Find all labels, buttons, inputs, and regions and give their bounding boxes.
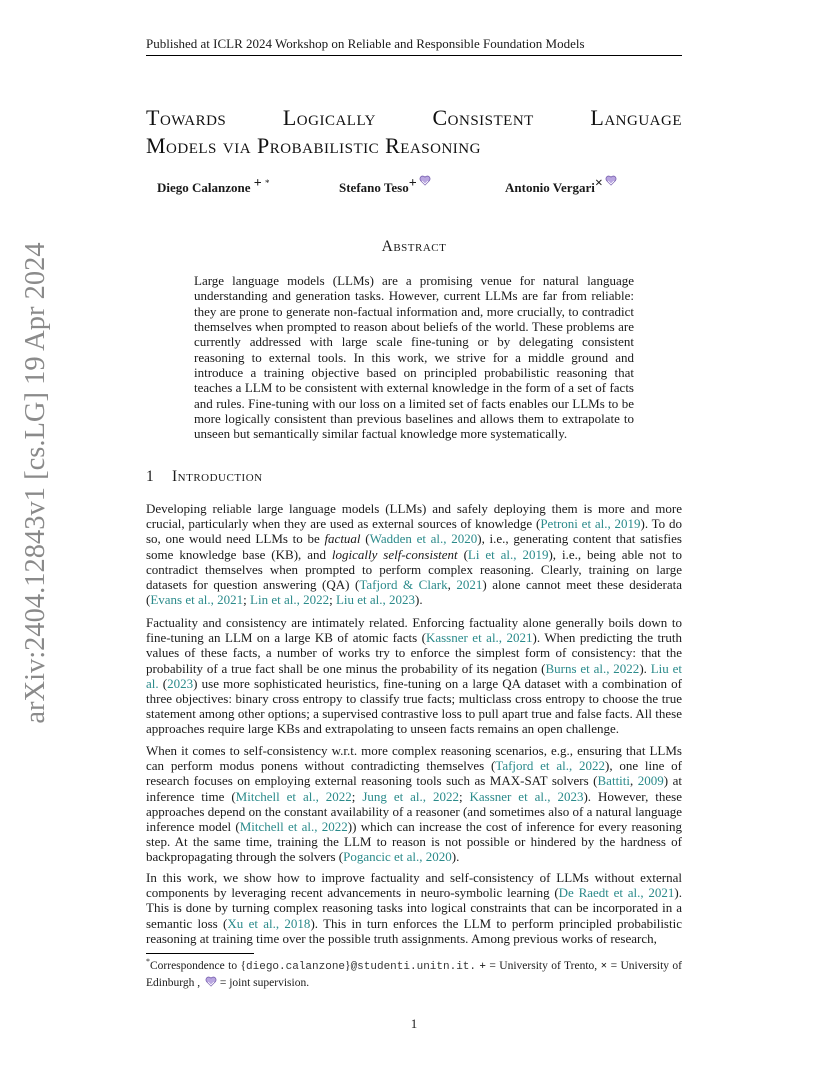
citation-link[interactable]: Burns et al., 2022 bbox=[545, 660, 640, 676]
plus-icon: + bbox=[253, 176, 262, 191]
author-name: Stefano Teso bbox=[339, 180, 409, 195]
author-name: Diego Calanzone bbox=[157, 180, 251, 195]
citation-link[interactable]: Evans et al., 2021 bbox=[150, 592, 244, 608]
email-domain[interactable]: @studenti.unitn.it. bbox=[350, 961, 476, 973]
plus-icon: + bbox=[479, 960, 486, 972]
cross-icon: × bbox=[600, 960, 608, 972]
title-line-1: Towards Logically Consistent Language bbox=[146, 105, 682, 130]
citation-link[interactable]: Battiti bbox=[597, 773, 631, 789]
arxiv-sidebar bbox=[19, 242, 53, 724]
section-title: Introduction bbox=[172, 468, 263, 485]
citation-link[interactable]: 2021 bbox=[456, 577, 483, 593]
citation-link[interactable]: Kassner et al., 2023 bbox=[469, 788, 584, 804]
author-list bbox=[0, 176, 828, 202]
citation-link[interactable]: De Raedt et al., 2021 bbox=[558, 885, 675, 901]
intro-paragraph-3: When it comes to self-consistency w.r.t. more complex reasoning scenarios, e.g., ensuring that LLMs can perform modus ponens without contradicting themselves (Tafjord et al., 2022), one line of research focuses on employing external reasoning tools such as MAX-SAT solvers (Battiti, 2009) at inference time (Mitchell et al., 2022; Jung et al., 2022; Kassner et al., 2023). However, these approaches depend on the constant availability of a reasoner (and sometimes also of a natural language inference model (Mitchell et al., 2022)) which can increase the cost of inference for every reasoning step. At the same time, training the LLM to reason is not possible or hindered by the hardness of backpropagating through the solvers (Pogancic et al., 2020). bbox=[146, 743, 683, 865]
citation-link[interactable]: Mitchell et al., 2022 bbox=[235, 788, 352, 804]
intro-paragraph-1: Developing reliable large language models (LLMs) and safely deploying them is more and more crucial, particularly when they are used as external sources of knowledge (Petroni et al., 2019). To do so, one would need LLMs to be factual (Wadden et al., 2020), i.e., generating content that satisfies some knowledge base (KB), and logically self-consistent (Li et al., 2019), i.e., being able not to contradict themselves when prompted to perform complex reasoning. Clearly, training on large datasets for question answering (QA) (Tafjord & Clark, 2021) alone cannot meet these desiderata (Evans et al., 2021; Lin et al., 2022; Liu et al., 2023). bbox=[146, 501, 682, 608]
heart-hands-icon bbox=[205, 976, 217, 992]
citation-link[interactable]: Jung et al., 2022 bbox=[362, 788, 459, 804]
citation-link[interactable]: Kassner et al., 2021 bbox=[425, 630, 533, 646]
plus-icon: + bbox=[408, 176, 417, 191]
author-vergari bbox=[505, 176, 617, 197]
citation-link[interactable]: 2023 bbox=[167, 675, 194, 691]
page-number: 1 bbox=[410, 1016, 418, 1031]
footnote-mark: * bbox=[146, 957, 150, 967]
citation-link[interactable]: Mitchell et al., 2022 bbox=[239, 819, 348, 835]
citation-link[interactable]: Liu et al. bbox=[146, 660, 682, 691]
citation-link[interactable]: Li et al., 2019 bbox=[467, 546, 549, 562]
footnote: *Correspondence to {diego.calanzone}@studenti.unitn.it. + = University of Trento, × = University of Edinburgh , = joint supervision. bbox=[146, 958, 682, 991]
citation-link[interactable]: Tafjord & Clark bbox=[359, 577, 448, 593]
citation-link[interactable]: Pogancic et al., 2020 bbox=[343, 849, 452, 865]
author-teso bbox=[339, 176, 431, 197]
citation-link[interactable]: Petroni et al., 2019 bbox=[540, 516, 641, 532]
heart-hands-icon bbox=[605, 174, 617, 190]
citation-link[interactable]: Lin et al., 2022 bbox=[250, 592, 330, 608]
footnote-divider bbox=[146, 953, 254, 954]
heart-hands-icon bbox=[419, 174, 431, 190]
intro-paragraph-4: In this work, we show how to improve factuality and self-consistency of LLMs without external components by leveraging recent advancements in neuro-symbolic learning (De Raedt et al., 2021). This is done by turning complex reasoning tasks into logical constraints that can be incorporated in a semantic loss (Xu et al., 2018). This in turn enforces the LLM to perform principled probabilistic reasoning at training time over the possible truth assignments. Among previous works of research, bbox=[146, 870, 682, 946]
author-calanzone bbox=[157, 176, 270, 197]
title-line-2: Models via Probabilistic Reasoning bbox=[146, 133, 481, 158]
intro-paragraph-2: Factuality and consistency are intimately related. Enforcing factuality alone generally boils down to fine-tuning an LLM on a large KB of atomic facts (Kassner et al., 2021). When predicting the truth values of these facts, a number of works try to enforce the simplest form of consistency: that the probability of a true fact shall be one minus the probability of its negation (Burns et al., 2022). Liu et al. (2023) use more sophisticated heuristics, fine-tuning on a large QA dataset with a combination of three objectives: binary cross entropy to classify true facts; multiclass cross entropy to choose the true statement among other options; a supervised contrastive loss to pull apart true and false facts. All these approaches require large KBs and extrapolating to unseen facts remains an open challenge. bbox=[146, 615, 683, 737]
abstract-heading: Abstract bbox=[381, 238, 447, 255]
arxiv-identifier[interactable]: arXiv:2404.12843v1 [cs.LG] 19 Apr 2024 bbox=[20, 242, 51, 724]
paper-title bbox=[146, 104, 682, 160]
citation-link[interactable]: 2009 bbox=[637, 773, 664, 789]
author-name: Antonio Vergari bbox=[505, 180, 595, 195]
citation-link[interactable]: Wadden et al., 2020 bbox=[369, 531, 478, 547]
asterisk-mark: * bbox=[265, 178, 270, 188]
cross-icon: × bbox=[594, 176, 603, 191]
citation-link[interactable]: Tafjord et al., 2022 bbox=[495, 758, 605, 774]
section-number: 1 bbox=[146, 468, 155, 485]
abstract-text: Large language models (LLMs) are a promising venue for natural language understanding and generation tasks. However, current LLMs are far from reliable: they are prone to generate non-factual information and, more crucially, to contradict themselves when prompted to reason about beliefs of the world. These problems are currently addressed with large scale fine-tuning or by delegating consistent reasoning to external tools. In this work, we strive for a middle ground and introduce a training objective based on principled probabilistic reasoning that teaches a LLM to be consistent with external knowledge in the form of a set of facts and rules. Fine-tuning with our loss on a limited set of facts enables our LLMs to be more logically consistent than previous baselines and allows them to extrapolate to unseen but semantically similar factual knowledge more systematically. bbox=[194, 273, 634, 442]
citation-link[interactable]: Liu et al., 2023 bbox=[335, 592, 416, 608]
email-user[interactable]: diego.calanzone bbox=[246, 961, 346, 973]
running-header: Published at ICLR 2024 Workshop on Reliable and Responsible Foundation Models bbox=[146, 36, 682, 56]
section-heading-introduction bbox=[146, 468, 263, 486]
citation-link[interactable]: Xu et al., 2018 bbox=[227, 915, 311, 931]
